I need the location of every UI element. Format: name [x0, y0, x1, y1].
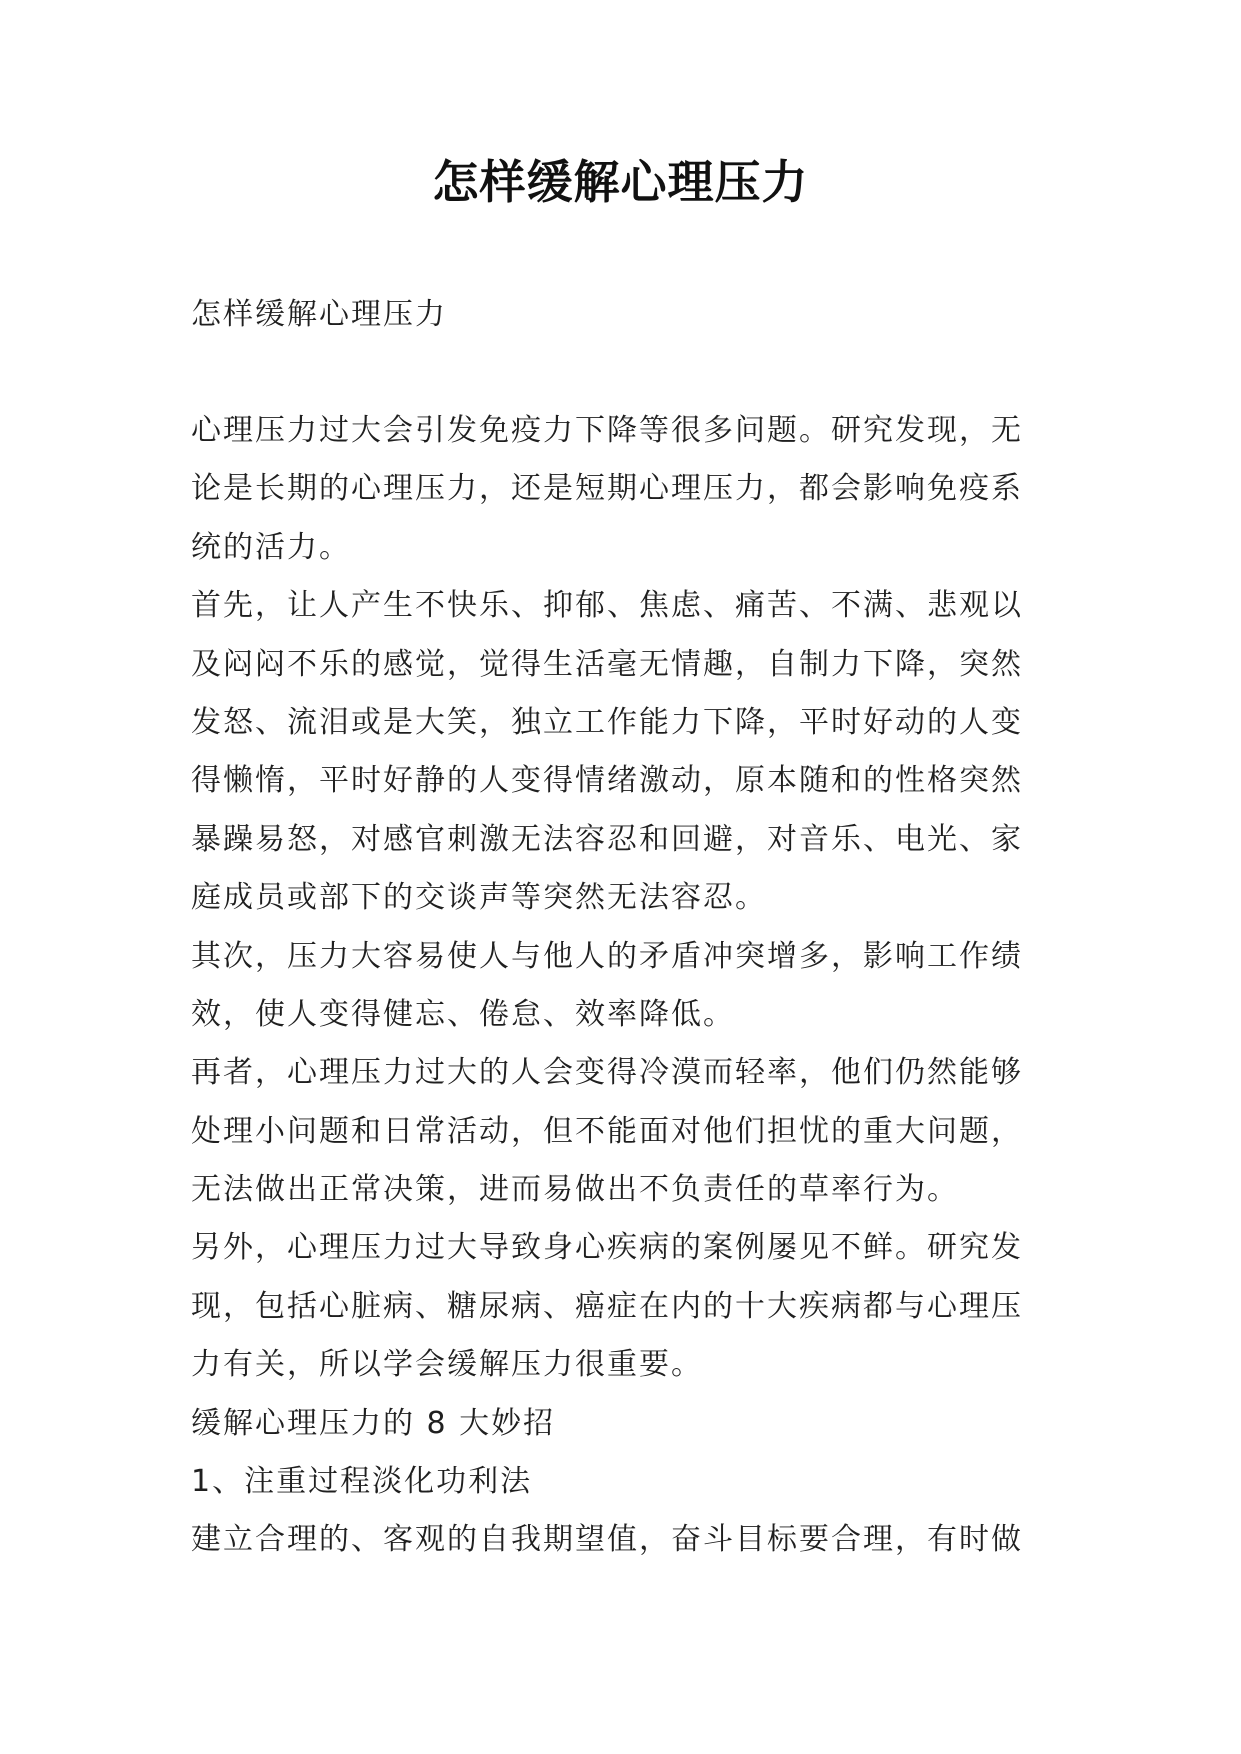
text-line: 得懒惰，平时好静的人变得情绪激动，原本随和的性格突然 — [191, 763, 1023, 799]
text-line: 庭成员或部下的交谈声等突然无法容忍。 — [191, 880, 767, 916]
blank-line — [191, 344, 1059, 402]
text-line: 首先，让人产生不快乐、抑郁、焦虑、痛苦、不满、悲观以 — [191, 588, 1023, 624]
text-line: 处理小问题和日常活动，但不能面对他们担忧的重大问题， — [191, 1113, 1023, 1149]
text-line: 其次，压力大容易使人与他人的矛盾冲突增多，影响工作绩 — [191, 938, 1023, 974]
text-line: 发怒、流泪或是大笑，独立工作能力下降，平时好动的人变 — [191, 704, 1023, 740]
document-subtitle: 怎样缓解心理压力 — [191, 297, 447, 332]
text-line: 再者，心理压力过大的人会变得冷漠而轻率，他们仍然能够 — [191, 1055, 1023, 1091]
text-line: 现，包括心脏病、糖尿病、癌症在内的十大疾病都与心理压 — [191, 1288, 1023, 1324]
text-line: 力有关，所以学会缓解压力很重要。 — [191, 1347, 703, 1383]
text-line: 论是长期的心理压力，还是短期心理压力，都会影响免疫系 — [191, 471, 1023, 507]
list-item-heading: 1、注重过程淡化功利法 — [191, 1464, 533, 1500]
text-line: 另外，心理压力过大导致身心疾病的案例屡见不鲜。研究发 — [191, 1230, 1023, 1266]
text-line: 建立合理的、客观的自我期望值，奋斗目标要合理，有时做 — [191, 1522, 1023, 1558]
section-heading: 缓解心理压力的 8 大妙招 — [191, 1405, 556, 1441]
text-line: 效，使人变得健忘、倦怠、效率降低。 — [191, 996, 735, 1032]
text-line: 统的活力。 — [191, 529, 351, 565]
text-line: 暴躁易怒，对感官刺激无法容忍和回避，对音乐、电光、家 — [191, 821, 1023, 857]
document-body — [191, 286, 1059, 1570]
text-line: 及闷闷不乐的感觉，觉得生活毫无情趣，自制力下降，突然 — [191, 646, 1023, 682]
text-line: 心理压力过大会引发免疫力下降等很多问题。研究发现，无 — [191, 413, 1023, 448]
document-title: 怎样缓解心理压力 — [432, 155, 809, 209]
text-line: 无法做出正常决策，进而易做出不负责任的草率行为。 — [191, 1172, 959, 1208]
